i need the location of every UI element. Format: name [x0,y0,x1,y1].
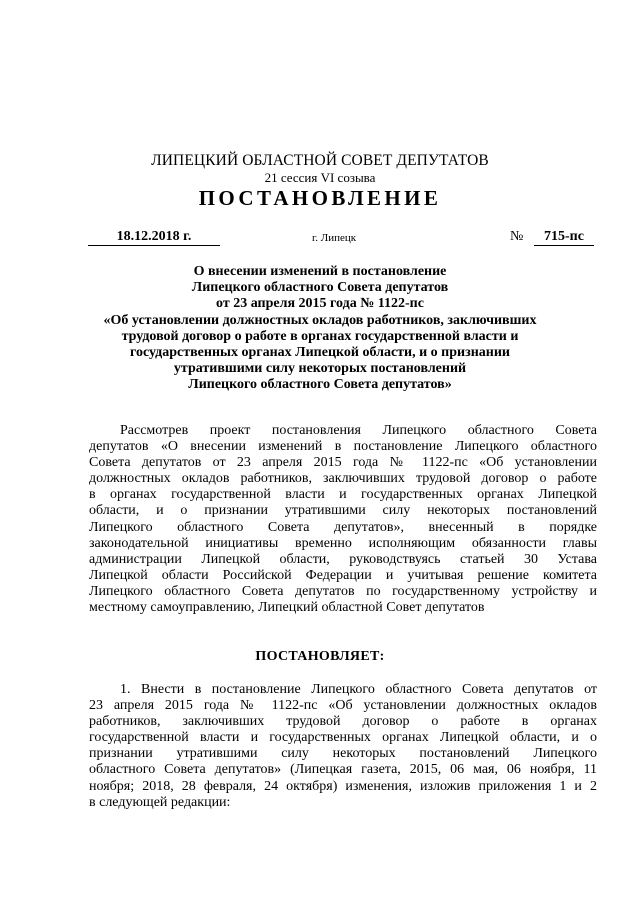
preamble-line: в органах государственной власти и государственных органах Липецкой [89,487,597,503]
preamble-line: администрации Липецкой области, руководствуясь статьей 30 Устава [89,551,597,567]
item-1-line: 23 апреля 2015 года № 1122-пс «Об установлении должностных окладов [89,698,597,714]
title-line: от 23 апреля 2015 года № 1122-пс [216,296,424,312]
session-number: 21 сессия VI созыва [264,170,376,185]
title-line: Липецкого областного Совета депутатов [191,280,449,296]
dateline [0,229,640,249]
preamble-line: законодательной инициативы временно исполняющим обязанности главы [89,535,597,551]
decree-heading: ПОСТАНОВЛЯЕТ: [255,649,385,664]
title-line: государственных органах Липецкой области, и о признании [130,345,510,361]
council-name: ЛИПЕЦКИЙ ОБЛАСТНОЙ СОВЕТ ДЕПУТАТОВ [151,152,489,169]
item-1-line: работников, заключивших трудовой договор о работе в органах [89,714,597,730]
item-1-paragraph [89,682,597,811]
preamble-paragraph [89,423,597,616]
title-line: трудовой договор о работе в органах государственной власти и [121,328,519,344]
preamble-line: местному самоуправлению, Липецкий областной Совет депутатов [89,600,485,616]
title-line: утратившими силу некоторых постановлений [173,361,467,377]
item-1-line: государственной власти и государственных органах Липецкой области, и о [89,730,597,746]
preamble-line: должностных окладов работников, заключивших трудовой договор о работе [89,471,597,487]
document-city: г. Липецк [312,232,357,244]
preamble-line: Совета депутатов от 23 апреля 2015 года № 1122-пс «Об установлении [89,455,597,471]
item-1-line: признании утратившими силу некоторых постановлений Липецкого [89,746,597,762]
number-sign: № [510,229,524,244]
item-1-line: в следующей редакции: [89,794,231,810]
preamble-line: Липецкой области Российской Федерации и учитывая решение комитета [89,567,597,583]
preamble-line: Липецкого областного Совета депутатов», внесенный в порядке [89,519,597,535]
document-date: 18.12.2018 г. [88,229,220,246]
title-line: «Об установлении должностных окладов работников, заключивших [103,312,537,328]
document-number: 715-пс [534,229,594,246]
item-1-line: 1. Внести в постановление Липецкого областного Совета депутатов от [120,682,597,697]
document-title [90,264,550,394]
title-line: Липецкого областного Совета депутатов» [188,377,452,393]
title-line: О внесении изменений в постановление [193,264,447,279]
document-type: ПОСТАНОВЛЕНИЕ [198,186,442,210]
item-1-line: областного Совета депутатов» (Липецкая газета, 2015, 06 мая, 06 ноября, 11 [89,762,597,778]
preamble-line: Рассмотрев проект постановления Липецкого областного Совета [120,423,597,438]
item-1-line: ноября; 2018, 28 февраля, 24 октября) изменения, изложив приложения 1 и 2 [89,778,597,794]
preamble-line: Липецкого областного Совета депутатов по государственному устройству и [89,583,597,599]
preamble-line: депутатов «О внесении изменений в постановление Липецкого областного [89,439,597,455]
preamble-line: области, и о признании утратившими силу некоторых постановлений [89,503,597,519]
